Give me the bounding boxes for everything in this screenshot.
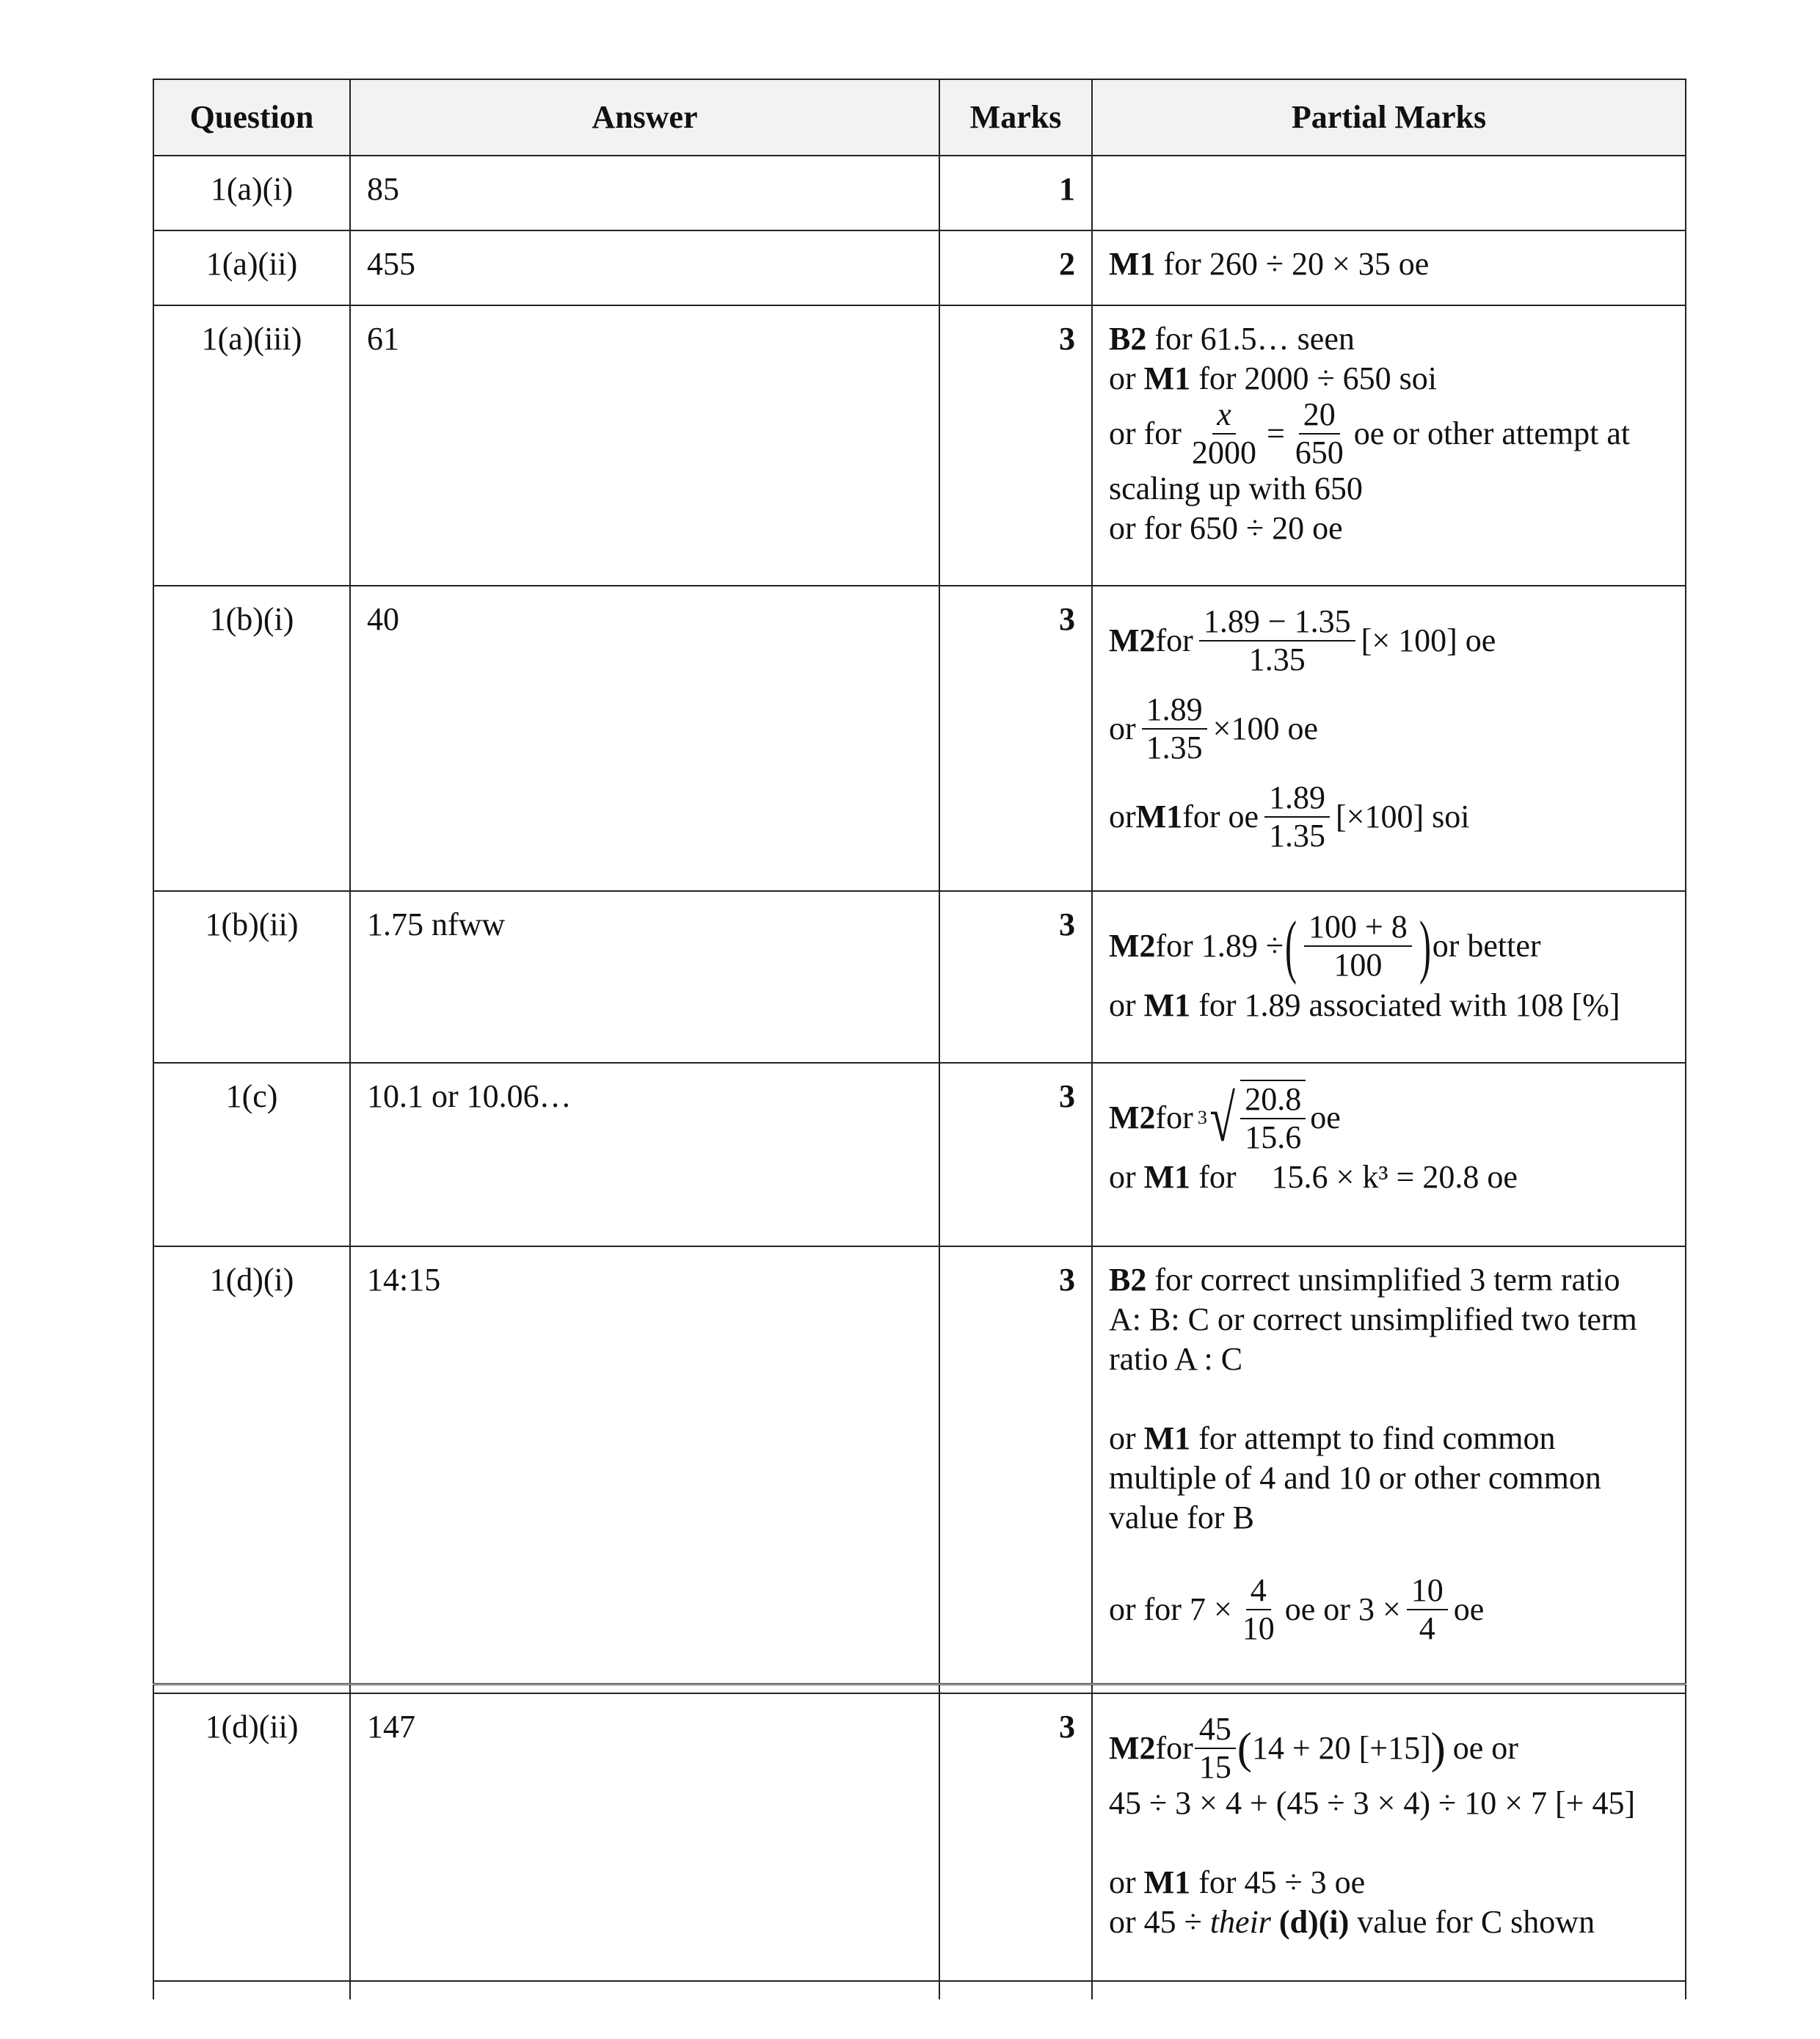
partial-text: for <box>1155 1729 1193 1766</box>
answer-cell: 455 <box>350 230 939 305</box>
partial-text: for <box>1155 1100 1193 1135</box>
partial-formula-line <box>1109 779 1675 854</box>
partial-text: oe <box>1453 1591 1485 1627</box>
partial-text: [×100] soi <box>1336 799 1470 835</box>
partial-text: for 2000 ÷ 650 soi <box>1190 360 1437 396</box>
header-answer: Answer <box>350 79 939 156</box>
mark-code: B2 <box>1109 321 1147 357</box>
table-row <box>153 1246 1686 1684</box>
root-index: 3 <box>1197 1107 1207 1128</box>
denominator: 1.35 <box>1248 641 1306 677</box>
marks-cell: 3 <box>939 1063 1092 1246</box>
partial-line <box>1109 244 1675 284</box>
numerator: 1.89 <box>1142 691 1207 730</box>
header-question: Question <box>153 79 350 156</box>
numerator: 20 <box>1299 396 1340 435</box>
answer-cell: 61 <box>350 305 939 586</box>
denominator: 10 <box>1242 1610 1275 1646</box>
separator-cell <box>939 1684 1092 1693</box>
question-cell: 1(a)(ii) <box>153 230 350 305</box>
numerator: 45 <box>1195 1711 1236 1749</box>
denominator: 15 <box>1198 1748 1231 1785</box>
empty-cell <box>153 1981 350 1999</box>
partial-text: oe <box>1310 1100 1341 1135</box>
numerator: x <box>1212 396 1236 435</box>
radicand <box>1240 1080 1306 1156</box>
mark-code: M2 <box>1109 622 1156 658</box>
numerator: 4 <box>1246 1572 1271 1610</box>
partial-line: scaling up with 650 <box>1109 470 1363 506</box>
mark-scheme-table <box>153 79 1686 1999</box>
partial-text: or 45 ÷ <box>1109 1903 1210 1940</box>
numerator: 1.89 <box>1264 779 1330 818</box>
partial-text: or <box>1109 1420 1144 1456</box>
fraction <box>1187 396 1261 471</box>
partial-formula-line <box>1109 691 1675 766</box>
question-cell: 1(a)(iii) <box>153 305 350 586</box>
cube-root <box>1198 1080 1306 1156</box>
fraction <box>1238 1572 1279 1647</box>
partial-text: for 45 ÷ 3 oe <box>1190 1864 1366 1900</box>
marks-cell: 3 <box>939 586 1092 891</box>
marks-cell: 1 <box>939 156 1092 230</box>
partial-formula-line <box>1109 1710 1675 1785</box>
partial-text: or <box>1109 1864 1144 1900</box>
answer-cell: 14:15 <box>350 1246 939 1684</box>
separator-cell <box>1092 1684 1686 1693</box>
partial-text: or <box>1109 360 1144 396</box>
partial-text: or <box>1109 710 1136 746</box>
answer-cell: 10.1 or 10.06… <box>350 1063 939 1246</box>
mark-code: M1 <box>1135 799 1183 835</box>
equals-sign: = <box>1266 415 1285 451</box>
partial-text: for oe <box>1182 799 1259 835</box>
partial-marks-cell <box>1092 891 1686 1063</box>
numerator: 10 <box>1407 1572 1448 1610</box>
partial-marks-cell <box>1092 1246 1686 1684</box>
partial-line <box>1109 1260 1675 1300</box>
partial-marks-cell <box>1092 1063 1686 1246</box>
question-cell: 1(d)(ii) <box>153 1693 350 1981</box>
spacer <box>1109 1538 1675 1574</box>
partial-line: value for B <box>1109 1500 1254 1535</box>
fraction <box>1142 691 1207 766</box>
partial-text: for 1.89 ÷ <box>1155 928 1284 964</box>
denominator: 1.35 <box>1269 818 1326 854</box>
mark-code: B2 <box>1109 1262 1147 1298</box>
partial-text: for 260 ÷ 20 × 35 oe <box>1155 246 1430 282</box>
mark-code: M1 <box>1143 987 1191 1023</box>
left-parenthesis: ( <box>1237 1723 1252 1773</box>
mark-code: M1 <box>1143 1420 1191 1456</box>
fraction <box>1199 603 1355 678</box>
marks-cell: 3 <box>939 305 1092 586</box>
partial-text: their <box>1209 1903 1271 1940</box>
mark-code: M1 <box>1143 1864 1191 1900</box>
separator-cell <box>350 1684 939 1693</box>
fraction <box>1407 1572 1448 1647</box>
marks-cell: 3 <box>939 891 1092 1063</box>
partial-text: for 1.89 associated with 108 [%] <box>1190 987 1620 1023</box>
partial-line: A: B: C or correct unsimplified two term <box>1109 1301 1637 1337</box>
partial-marks-cell <box>1092 305 1686 586</box>
partial-text: for correct unsimplified 3 term ratio <box>1146 1262 1620 1298</box>
formula-text: 14 + 20 [+15] <box>1251 1729 1431 1766</box>
answer-cell: 1.75 nfww <box>350 891 939 1063</box>
partial-text: or <box>1109 987 1144 1023</box>
denominator: 100 <box>1333 947 1383 983</box>
mark-code: M1 <box>1143 1159 1191 1195</box>
table-row-continued <box>153 1981 1686 1999</box>
mark-code: M1 <box>1143 360 1191 396</box>
partial-line: multiple of 4 and 10 or other common <box>1109 1460 1601 1496</box>
numerator: 20.8 <box>1240 1081 1306 1119</box>
table-row <box>153 891 1686 1063</box>
mark-code: M2 <box>1109 1100 1156 1135</box>
answer-cell: 85 <box>350 156 939 230</box>
partial-marks-cell <box>1092 230 1686 305</box>
fraction <box>1304 909 1412 984</box>
partial-line <box>1109 1902 1675 1942</box>
right-parenthesis: ) <box>1419 906 1431 985</box>
partial-text: oe or <box>1452 1729 1518 1766</box>
answer-cell: 40 <box>350 586 939 891</box>
table-row <box>153 156 1686 230</box>
numerator: 100 + 8 <box>1304 909 1412 947</box>
partial-formula-line <box>1109 1574 1675 1645</box>
fraction <box>1195 1711 1236 1786</box>
denominator: 650 <box>1295 435 1344 470</box>
partial-text: oe or 3 × <box>1284 1591 1401 1627</box>
header-row <box>153 79 1686 156</box>
header-partial-marks: Partial Marks <box>1092 79 1686 156</box>
partial-text: or better <box>1432 928 1541 964</box>
partial-text: for <box>1155 622 1193 658</box>
marks-cell: 3 <box>939 1246 1092 1684</box>
partial-text: or <box>1109 799 1136 835</box>
spacer <box>1109 1823 1675 1863</box>
partial-line <box>1109 1157 1675 1197</box>
partial-line: 45 ÷ 3 × 4 + (45 ÷ 3 × 4) ÷ 10 × 7 [+ 45] <box>1109 1784 1636 1821</box>
mark-code: M1 <box>1109 246 1156 282</box>
denominator: 1.35 <box>1146 730 1203 766</box>
question-cell: 1(b)(ii) <box>153 891 350 1063</box>
partial-formula-line <box>1109 396 1675 470</box>
partial-line <box>1109 1419 1675 1458</box>
partial-text: oe or other attempt at <box>1353 415 1631 451</box>
partial-line <box>1109 359 1675 399</box>
fraction <box>1240 1081 1306 1156</box>
table-row <box>153 586 1686 891</box>
partial-formula-line <box>1109 906 1675 985</box>
partial-formula-line <box>1109 1083 1675 1153</box>
part-reference: (d)(i) <box>1270 1903 1350 1940</box>
empty-cell <box>350 1981 939 1999</box>
mark-code: M2 <box>1109 1729 1156 1766</box>
denominator: 2000 <box>1191 435 1256 470</box>
empty-cell <box>939 1981 1092 1999</box>
partial-line <box>1109 986 1675 1025</box>
left-parenthesis: ( <box>1284 906 1297 985</box>
partial-marks-cell <box>1092 1693 1686 1981</box>
answer-cell: 147 <box>350 1693 939 1981</box>
partial-line <box>1109 1863 1675 1902</box>
spacer <box>1109 1379 1675 1419</box>
partial-text: or for 7 × <box>1109 1591 1232 1627</box>
question-cell: 1(d)(i) <box>153 1246 350 1684</box>
formula-text: 15.6 × k³ = 20.8 oe <box>1271 1159 1518 1195</box>
partial-text: or for <box>1109 415 1182 451</box>
question-cell: 1(b)(i) <box>153 586 350 891</box>
partial-text: for attempt to find common <box>1190 1420 1556 1456</box>
question-cell: 1(c) <box>153 1063 350 1246</box>
denominator: 15.6 <box>1245 1119 1302 1155</box>
separator-cell <box>153 1684 350 1693</box>
fraction <box>1291 396 1348 471</box>
partial-text: [× 100] oe <box>1361 622 1496 658</box>
partial-text: value for C shown <box>1349 1903 1595 1940</box>
row-separator <box>153 1684 1686 1693</box>
partial-line: ratio A : C <box>1109 1341 1243 1377</box>
partial-marks-cell <box>1092 586 1686 891</box>
marks-cell: 2 <box>939 230 1092 305</box>
partial-text: or <box>1109 1159 1144 1195</box>
right-parenthesis: ) <box>1430 1723 1446 1773</box>
header-marks: Marks <box>939 79 1092 156</box>
partial-formula-line <box>1109 603 1675 677</box>
partial-text: for 61.5… seen <box>1146 321 1355 357</box>
marks-cell: 3 <box>939 1693 1092 1981</box>
empty-cell <box>1092 1981 1686 1999</box>
partial-line: or for 650 ÷ 20 oe <box>1109 510 1343 546</box>
question-cell: 1(a)(i) <box>153 156 350 230</box>
partial-line <box>1109 319 1675 359</box>
partial-text: ×100 oe <box>1212 710 1318 746</box>
table-row <box>153 230 1686 305</box>
table-row <box>153 1063 1686 1246</box>
mark-scheme-table-container <box>153 79 1685 1999</box>
mark-code: M2 <box>1109 928 1156 964</box>
numerator: 1.89 − 1.35 <box>1199 603 1355 641</box>
table-row <box>153 1693 1686 1981</box>
table-row <box>153 305 1686 586</box>
fraction <box>1264 779 1330 854</box>
denominator: 4 <box>1419 1610 1435 1646</box>
partial-marks-cell <box>1092 156 1686 230</box>
radical-sign: √ <box>1209 1083 1235 1155</box>
partial-text: for <box>1190 1159 1237 1195</box>
